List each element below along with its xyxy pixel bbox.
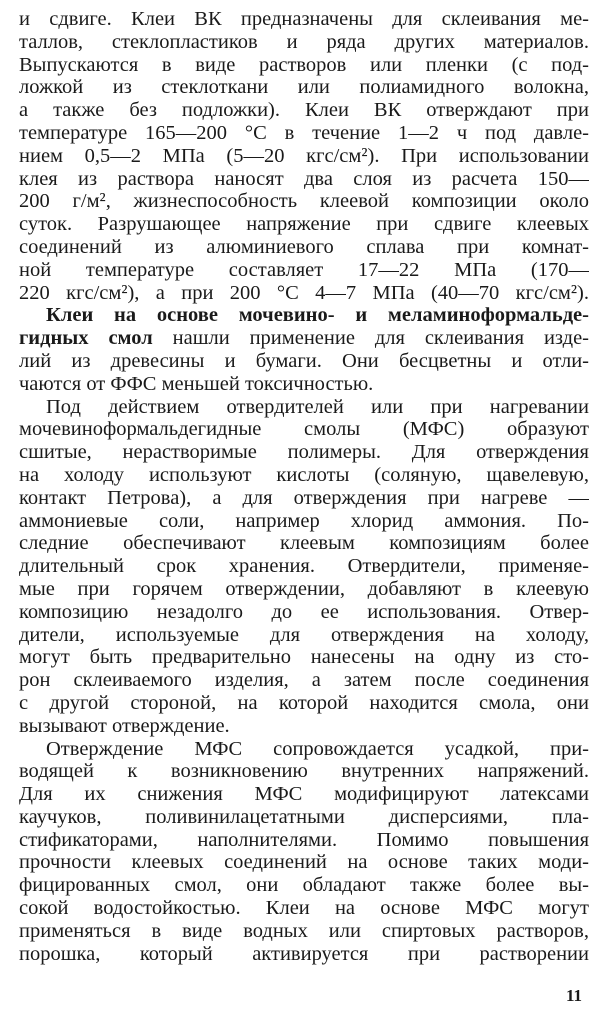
text-line: композицию незадолго до ее использования. Отвер- (19, 600, 589, 623)
text-line: вызывают отверждение. (19, 714, 230, 737)
text-line: на холоду используют кислоты (соляную, щавелевую, (19, 463, 589, 486)
paragraph-2 (19, 304, 589, 395)
text-line: сшитые, нерастворимые полимеры. Для отверждения (19, 441, 589, 464)
paragraph-1 (19, 8, 589, 304)
page-number: 11 (566, 986, 583, 1005)
text-line: лий из древесины и бумаги. Они бесцветны и отли- (19, 349, 589, 372)
text-line: Отверждение МФС сопровождается усадкой, при- (46, 737, 589, 760)
text-line: ной температуре составляет 17—22 МПа (170— (19, 258, 589, 281)
text-line: длительный срок хранения. Отвердители, применяе- (19, 555, 589, 578)
text-line: чаются от ФФС меньшей токсичностью. (19, 372, 374, 395)
text-line: могут быть предварительно нанесены на одну из сто- (19, 646, 589, 669)
text-line: контакт Петрова), а для отверждения при нагреве — (19, 486, 589, 509)
text-line: суток. Разрушающее напряжение при сдвиге клеевых (19, 213, 589, 236)
text-line: температуре 165—200 °С в течение 1—2 ч под давле- (19, 121, 589, 144)
text-line: прочности клеевых соединений на основе таких моди- (19, 851, 589, 874)
text-line: таллов, стеклопластиков и ряда других материалов. (19, 30, 589, 53)
text-line: 220 кгс/см²), а при 200 °С 4—7 МПа (40—70 кгс/см²). (19, 281, 589, 304)
text-line: 200 г/м², жизнеспособность клеевой композиции около (19, 190, 589, 213)
text-line: водящей к возникновению внутренних напряжений. (19, 760, 589, 783)
paragraph-3 (19, 396, 589, 738)
text-line: аммониевые соли, например хлорид аммония. По- (19, 509, 589, 532)
text-line: ложкой из стеклоткани или полиамидного волокна, (19, 76, 589, 99)
text-line (19, 327, 589, 350)
bold-heading-term: гидных смол (19, 327, 153, 350)
text-line: клея из раствора наносят два слоя из расчета 150— (19, 167, 589, 190)
bold-heading-line: Клеи на основе мочевино- и меламиноформальде- (46, 304, 589, 327)
text-line: следние обеспечивают клеевым композициям более (19, 532, 589, 555)
text-line: соединений из алюминиевого сплава при комнат- (19, 235, 589, 258)
text-line: мые при горячем отверждении, добавляют в клеевую (19, 577, 589, 600)
text-line: фицированных смол, они обладают также более вы- (19, 874, 589, 897)
text-line: каучуков, поливинилацетатными дисперсиями, пла- (19, 805, 589, 828)
text-line: порошка, который активируется при растворении (19, 942, 589, 965)
text-line: Под действием отвердителей или при нагревании (46, 395, 589, 418)
text-line: применяться в виде водных или спиртовых растворов, (19, 919, 589, 942)
text-line: Выпускаются в виде растворов или пленки (с под- (19, 53, 589, 76)
text-line: стификаторами, наполнителями. Помимо повышения (19, 828, 589, 851)
text-line: рон склеиваемого изделия, а затем после соединения (19, 669, 589, 692)
text-line: мочевиноформальдегидные смолы (МФС) образуют (19, 418, 589, 441)
page-text (19, 8, 589, 965)
text-line: сокой водостойкостью. Клеи на основе МФС могут (19, 897, 589, 920)
text-line: а также без подложки). Клеи ВК отверждают при (19, 99, 589, 122)
text-line: и сдвиге. Клеи ВК предназначены для склеивания ме- (19, 8, 589, 30)
text-line: Для их снижения МФС модифицируют латексами (19, 783, 589, 806)
text-line: нием 0,5—2 МПа (5—20 кгс/см²). При использовании (19, 144, 589, 167)
text-run: нашли применение для склеивания изде- (152, 327, 589, 350)
paragraph-4 (19, 738, 589, 966)
text-line: дители, используемые для отверждения на холоду, (19, 623, 589, 646)
text-line: с другой стороной, на которой находится смола, они (19, 691, 589, 714)
